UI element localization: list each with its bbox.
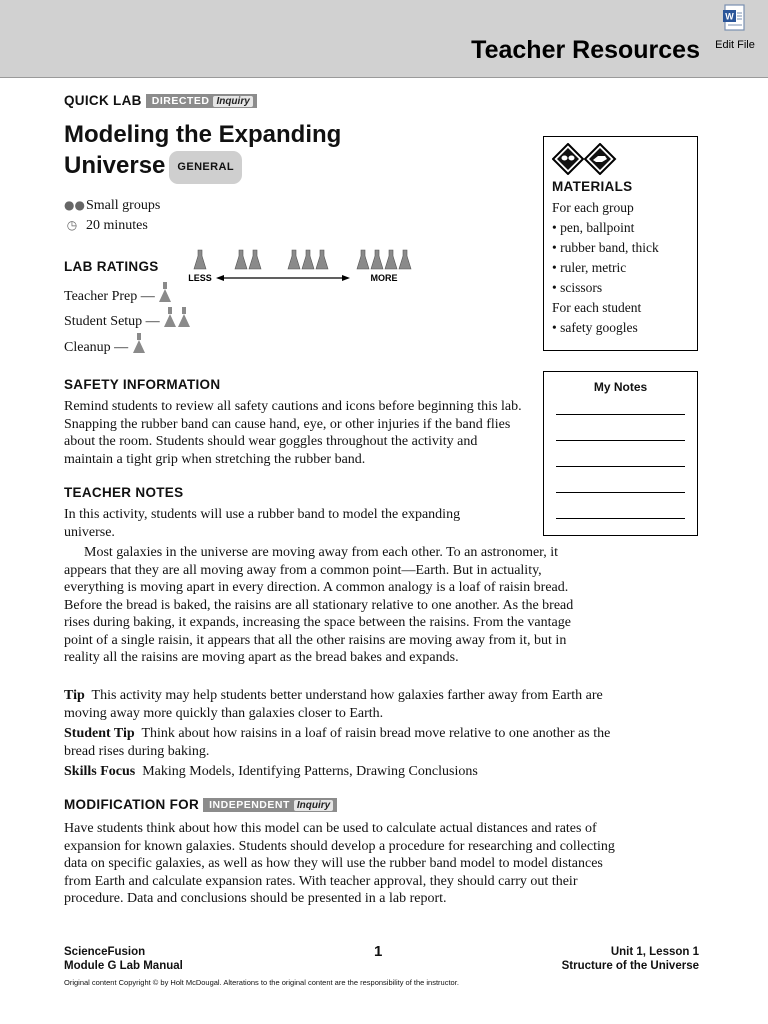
scale-more-label: MORE bbox=[370, 273, 398, 283]
flask-icon bbox=[159, 289, 171, 302]
directed-label: DIRECTED bbox=[151, 95, 210, 108]
tip-text: This activity may help students better understand how galaxies farther away from Earth are moving away more quickly than galaxies closer to Earth. bbox=[64, 688, 603, 721]
scale-flask-icon bbox=[288, 250, 300, 269]
rating-label: Teacher Prep — bbox=[64, 289, 155, 304]
safety-text: Remind students to review all safety cautions and icons before beginning this lab. Snapping the rubber band can cause hand, eye, or other injuries if the band flies about the room. Students should wear goggles throughout the activity and maintain a tight grip when stretching the rubber band. bbox=[64, 399, 522, 467]
scale-flask-icon bbox=[235, 250, 247, 269]
teacher-notes-heading: TEACHER NOTES bbox=[64, 485, 184, 500]
materials-item: • rubber band, thick bbox=[552, 240, 659, 255]
page-number: 1 bbox=[374, 943, 383, 960]
lab-title bbox=[64, 119, 341, 184]
clock-icon: ◷ bbox=[66, 218, 78, 232]
student-tip-label: Student Tip bbox=[64, 726, 135, 741]
quick-lab-label: QUICK LAB bbox=[64, 93, 142, 108]
scale-flask-icon bbox=[194, 250, 206, 269]
teacher-notes-body: Most galaxies in the universe are moving away from each other. To an astronomer, it appears that they are all moving away from a common point—Earth. But in actuality, everything is moving apart in every direction. A common analogy is a loaf of raisin bread. Before the bread is baked, the raisins are all stationary relative to one another. As the bread rises during baking, it expands, increasing the space between the raisins. From the vantage point of a single raisin, it appears that all the other raisins are moving away from it, but in reality all the raisins are moving apart as the bread bakes and expands. bbox=[64, 545, 574, 665]
svg-text:W: W bbox=[725, 11, 734, 22]
student-tip bbox=[64, 725, 624, 760]
rating-scale bbox=[186, 246, 416, 286]
edit-file-label: Edit File bbox=[715, 39, 755, 51]
skills-focus-label: Skills Focus bbox=[64, 764, 136, 779]
group-size: Small groups bbox=[86, 198, 161, 213]
rating-teacher-prep bbox=[64, 288, 172, 306]
independent-label: INDEPENDENT bbox=[209, 799, 290, 812]
footer-unit: Unit 1, Lesson 1 bbox=[610, 946, 699, 958]
scale-flask-icon bbox=[249, 250, 261, 269]
edit-file-button[interactable] bbox=[710, 4, 760, 51]
word-document-icon bbox=[722, 4, 748, 32]
rating-flasks bbox=[132, 340, 146, 355]
lab-ratings-heading: LAB RATINGS bbox=[64, 259, 159, 274]
scale-flask-icon bbox=[399, 250, 411, 269]
scale-less-label: LESS bbox=[188, 273, 212, 283]
safety-heading: SAFETY INFORMATION bbox=[64, 377, 221, 392]
materials-box bbox=[543, 136, 698, 351]
teacher-notes-intro: In this activity, students will use a rubber band to model the expanding universe. bbox=[64, 507, 461, 540]
my-notes-heading: My Notes bbox=[593, 380, 648, 394]
flask-icon bbox=[178, 314, 190, 327]
tip bbox=[64, 687, 624, 722]
footer-lesson: Structure of the Universe bbox=[561, 960, 699, 972]
note-line[interactable] bbox=[556, 415, 685, 441]
scale-flask-icon bbox=[371, 250, 383, 269]
rating-label: Cleanup — bbox=[64, 340, 129, 355]
modification-heading bbox=[64, 797, 337, 812]
rating-student-setup bbox=[64, 313, 191, 331]
page-header-title: Teacher Resources bbox=[471, 36, 700, 64]
inquiry-label: Inquiry bbox=[294, 800, 333, 811]
modification-label: MODIFICATION FOR bbox=[64, 797, 200, 812]
general-badge: GENERAL bbox=[169, 151, 242, 184]
materials-group-label: For each group bbox=[552, 200, 634, 215]
skills-focus bbox=[64, 763, 624, 781]
time-required: 20 minutes bbox=[86, 218, 148, 233]
group-icon: ●● bbox=[64, 198, 85, 212]
scale-flask-icon bbox=[385, 250, 397, 269]
footer-series: ScienceFusion bbox=[64, 946, 146, 958]
footer-module: Module G Lab Manual bbox=[64, 960, 183, 972]
note-line[interactable] bbox=[556, 493, 685, 519]
rating-label: Student Setup — bbox=[64, 314, 160, 329]
inquiry-label: Inquiry bbox=[213, 96, 252, 107]
rating-cleanup bbox=[64, 339, 146, 357]
scale-flask-icon bbox=[302, 250, 314, 269]
flask-icon bbox=[164, 314, 176, 327]
modification-text: Have students think about how this model can be used to calculate actual distances and rates of expansion for known galaxies. Students should develop a procedure for researching and collecting data on specific galaxies, as well as how they will use the rubber band model to model distances from Earth and calculate expansion rates. With teacher approval, they should carry out their procedure. Data and conclusions should be presented in a lab report. bbox=[64, 821, 615, 906]
rating-flasks bbox=[163, 314, 191, 329]
directed-inquiry-badge bbox=[146, 94, 257, 108]
group-size-row bbox=[64, 198, 160, 214]
materials-item: • pen, ballpoint bbox=[552, 220, 635, 235]
lab-title-line1: Modeling the Expanding bbox=[64, 121, 342, 148]
tip-label: Tip bbox=[64, 688, 85, 703]
skills-focus-text: Making Models, Identifying Patterns, Drawing Conclusions bbox=[142, 764, 478, 779]
my-notes-box bbox=[543, 371, 698, 536]
materials-item: • ruler, metric bbox=[552, 260, 627, 275]
goggles-icon bbox=[552, 143, 618, 175]
safety-icons bbox=[552, 143, 689, 177]
materials-student-label: For each student bbox=[552, 300, 642, 315]
note-line[interactable] bbox=[556, 467, 685, 493]
scale-flask-icon bbox=[357, 250, 369, 269]
note-line[interactable] bbox=[556, 441, 685, 467]
scale-flask-icon bbox=[316, 250, 328, 269]
time-row bbox=[64, 218, 148, 234]
student-tip-text: Think about how raisins in a loaf of raisin bread move relative to one another as the bread rises during baking. bbox=[64, 726, 611, 759]
copyright: Original content Copyright © by Holt McDougal. Alterations to the original content are the responsibility of the instructor. bbox=[64, 978, 459, 987]
materials-heading: MATERIALS bbox=[552, 179, 633, 194]
materials-item: • scissors bbox=[552, 280, 603, 295]
lab-title-line2: Universe bbox=[64, 152, 166, 179]
note-line[interactable] bbox=[556, 394, 685, 415]
independent-inquiry-badge bbox=[203, 798, 337, 812]
materials-item: • safety googles bbox=[552, 320, 638, 335]
quick-lab-heading bbox=[64, 93, 257, 108]
flask-icon bbox=[133, 340, 145, 353]
rating-flasks bbox=[158, 289, 172, 304]
